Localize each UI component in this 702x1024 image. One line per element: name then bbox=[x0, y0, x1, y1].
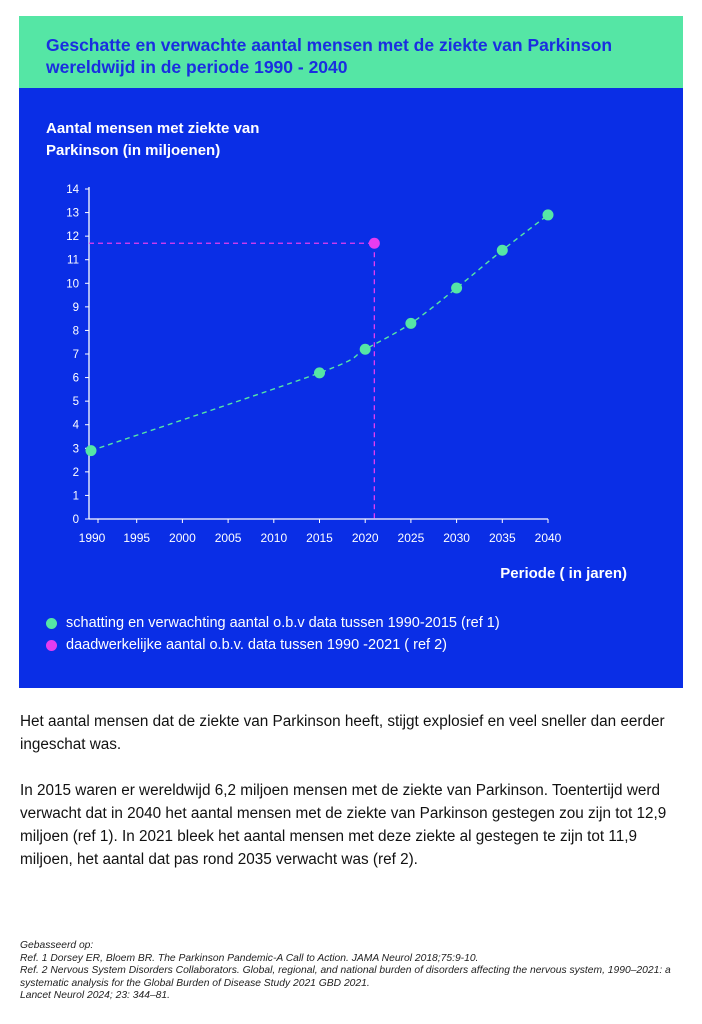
x-tick-label: 2010 bbox=[260, 531, 288, 545]
estimate-trend-line bbox=[91, 215, 548, 451]
estimate-point bbox=[86, 445, 97, 456]
legend-label-actual: daadwerkelijke aantal o.b.v. data tussen 1990 -2021 ( ref 2) bbox=[66, 637, 447, 653]
chart-header bbox=[19, 16, 683, 88]
estimate-point bbox=[543, 209, 554, 220]
estimate-point bbox=[497, 245, 508, 256]
y-tick-label: 12 bbox=[66, 231, 79, 244]
x-tick-label: 1995 bbox=[123, 531, 151, 545]
legend-swatch-actual bbox=[46, 640, 57, 651]
legend-item-estimate bbox=[46, 612, 500, 634]
x-tick-label: 2035 bbox=[488, 531, 516, 545]
x-tick-label: 1990 bbox=[78, 531, 106, 545]
references-heading: Gebasseerd op: bbox=[20, 940, 94, 951]
y-tick-label: 10 bbox=[66, 278, 79, 291]
x-tick-label: 2005 bbox=[214, 531, 242, 545]
estimate-point bbox=[405, 318, 416, 329]
x-tick-label: 2020 bbox=[351, 531, 379, 545]
legend-item-actual bbox=[46, 634, 500, 656]
references bbox=[20, 940, 685, 1003]
chart-title: Geschatte en verwachte aantal mensen met de ziekte van Parkinson wereldwijd in de periode 1990 - 2040 bbox=[46, 35, 613, 77]
y-tick-label: 4 bbox=[72, 419, 79, 432]
y-tick-label: 9 bbox=[72, 301, 79, 314]
body-paragraph-2: In 2015 waren er wereldwijd 6,2 miljoen mensen met de ziekte van Parkinson. Toentertijd werd verwacht dat in 2040 het aantal mensen met de ziekte van Parkinson gestegen zou zijn tot 12,9 miljoen (ref 1). In 2021 bleek het aantal mensen met deze ziekte al gestegen te zijn tot 11,9 miljoen, het aantal dat pas rond 2035 verwacht was (ref 2). bbox=[20, 782, 667, 868]
reference-3: Lancet Neurol 2024; 23: 344–81. bbox=[20, 990, 170, 1001]
x-axis-label: Periode ( in jaren) bbox=[500, 565, 627, 582]
y-tick-label: 11 bbox=[67, 254, 79, 267]
estimate-point bbox=[314, 367, 325, 378]
estimate-point bbox=[360, 344, 371, 355]
x-tick-label: 2000 bbox=[169, 531, 196, 545]
actual-point bbox=[369, 238, 380, 249]
y-tick-label: 8 bbox=[72, 325, 79, 338]
chart-panel bbox=[19, 88, 683, 688]
legend bbox=[46, 612, 500, 656]
x-tick-label: 2015 bbox=[306, 531, 333, 545]
y-tick-label: 1 bbox=[72, 490, 79, 503]
y-tick-label: 5 bbox=[72, 396, 79, 409]
body-paragraph-1: Het aantal mensen dat de ziekte van Parkinson heeft, stijgt explosief en veel sneller dan eerder ingeschat was. bbox=[20, 713, 665, 753]
y-tick-label: 14 bbox=[66, 184, 79, 196]
x-tick-label: 2040 bbox=[534, 531, 562, 545]
estimate-point bbox=[451, 283, 462, 294]
y-tick-label: 13 bbox=[66, 207, 79, 220]
body-text bbox=[20, 710, 685, 894]
y-tick-label: 6 bbox=[72, 372, 79, 385]
x-tick-label: 2030 bbox=[443, 531, 470, 545]
y-axis-label: Aantal mensen met ziekte van Parkinson (in miljoenen) bbox=[46, 120, 260, 159]
reference-2: Ref. 2 Nervous System Disorders Collaborators. Global, regional, and national burden of disorders affecting the nervous system, 1990–2021: a systematic analysis for the Global Burden of Disease Study 2021 GBD 2021. bbox=[20, 965, 671, 989]
y-tick-label: 3 bbox=[72, 443, 79, 456]
reference-1: Ref. 1 Dorsey ER, Bloem BR. The Parkinson Pandemic-A Call to Action. JAMA Neurol 2018;75:9-10. bbox=[20, 952, 479, 964]
legend-label-estimate: schatting en verwachting aantal o.b.v data tussen 1990-2015 (ref 1) bbox=[66, 615, 500, 631]
x-tick-label: 2025 bbox=[397, 531, 425, 545]
y-tick-label: 2 bbox=[72, 466, 79, 479]
y-tick-label: 7 bbox=[72, 349, 79, 361]
y-tick-label: 0 bbox=[72, 514, 79, 526]
scatter-chart bbox=[19, 88, 683, 558]
legend-swatch-estimate bbox=[46, 618, 57, 629]
